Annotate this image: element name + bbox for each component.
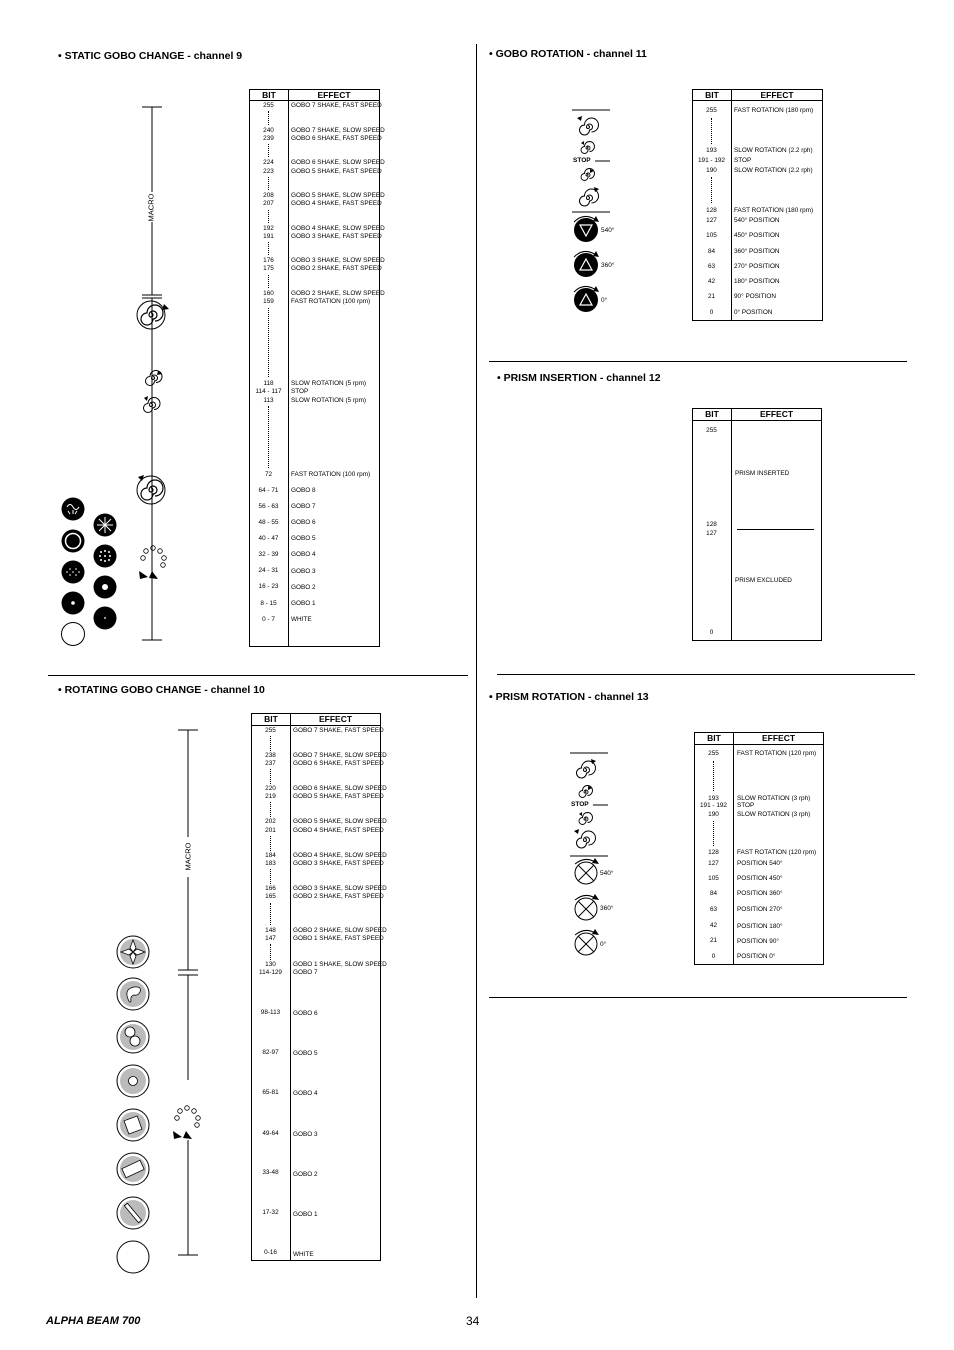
- ch13-deg360-label: 360°: [600, 905, 614, 912]
- table-row-effect: GOBO 2: [293, 1171, 318, 1178]
- table-row-bit: 219: [265, 793, 276, 800]
- table-row-bit: 84: [709, 890, 718, 897]
- gobo-2-icon: [61, 591, 85, 615]
- ch10-title: • ROTATING GOBO CHANGE - channel 10: [58, 684, 265, 696]
- table-row-effect: STOP: [737, 802, 755, 809]
- table-row-effect: GOBO 3 SHAKE, SLOW SPEED: [291, 257, 385, 264]
- table-row-bit: 224: [263, 159, 274, 166]
- table-row-bit: 127: [706, 217, 717, 224]
- table-row-effect: GOBO 6 SHAKE, SLOW SPEED: [291, 159, 385, 166]
- table-row-bit: 72: [264, 471, 273, 478]
- table-row-bit: 42: [707, 278, 716, 285]
- table-row-effect: GOBO 4: [293, 1090, 318, 1097]
- table-row-bit: 64 - 71: [258, 487, 279, 494]
- ch12-col-bit: BIT: [705, 409, 719, 419]
- ch11-col-separator: [731, 90, 732, 320]
- ch10-table-header: [252, 714, 380, 726]
- table-row-effect: GOBO 1: [293, 1211, 318, 1218]
- table-row-bit: 56 - 63: [258, 503, 279, 510]
- divider-left-mid: [48, 675, 468, 676]
- table-row-bit: 65-81: [262, 1089, 279, 1096]
- divider-right-1: [489, 361, 907, 362]
- table-row-bit: 239: [263, 135, 274, 142]
- table-row-bit: 255: [708, 750, 719, 757]
- range-dots: [270, 802, 271, 817]
- range-dots: [268, 111, 269, 125]
- table-row-bit: 98-113: [260, 1009, 281, 1016]
- table-row-effect: STOP: [291, 388, 309, 395]
- table-row-effect: GOBO 3: [291, 568, 316, 575]
- ch13-col-effect: EFFECT: [761, 733, 796, 743]
- ch12-table-header: [693, 409, 821, 421]
- table-row-bit: 238: [265, 752, 276, 759]
- table-row-effect: GOBO 7 SHAKE, FAST SPEED: [291, 102, 382, 109]
- spiral-slow-icon: [580, 141, 594, 155]
- prism-540-icon: [572, 858, 600, 886]
- ch12-col-separator: [731, 409, 732, 640]
- position-360-icon: [572, 251, 600, 279]
- table-row-effect: GOBO 3 SHAKE, FAST SPEED: [293, 860, 384, 867]
- table-row-effect: POSITION 0°: [737, 953, 776, 960]
- ch12-col-effect: EFFECT: [759, 409, 794, 419]
- table-row-effect: 180° POSITION: [734, 278, 780, 285]
- spiral-slow-reverse-icon: [580, 168, 594, 182]
- position-540-icon: [572, 216, 600, 244]
- ch9-col-separator: [288, 90, 289, 646]
- table-row-bit: 63: [707, 263, 716, 270]
- spiral-fast-reverse-icon: [136, 475, 166, 505]
- table-row-effect: PRISM INSERTED: [735, 470, 790, 477]
- table-row-effect: GOBO 5 SHAKE, FAST SPEED: [291, 168, 382, 175]
- table-row-effect: POSITION 360°: [737, 890, 783, 897]
- table-row-effect: GOBO 4 SHAKE, SLOW SPEED: [291, 225, 385, 232]
- table-row-effect: 540° POSITION: [734, 217, 780, 224]
- gobo-3-icon: [93, 575, 117, 599]
- table-row-bit: 128: [708, 849, 719, 856]
- table-row-effect: WHITE: [293, 1251, 314, 1258]
- table-row-bit: 82-97: [262, 1049, 279, 1056]
- table-row-effect: PRISM EXCLUDED: [735, 577, 792, 584]
- table-row-bit: 16 - 23: [258, 583, 279, 590]
- gobo-4-icon: [61, 560, 85, 584]
- rotating-gobo-3-icon: [116, 1108, 150, 1142]
- table-row-bit: 0: [709, 629, 714, 636]
- spiral-fast-reverse-icon: [576, 186, 600, 210]
- table-row-bit: 32 - 39: [258, 551, 279, 558]
- table-row-effect: GOBO 4 SHAKE, SLOW SPEED: [293, 852, 387, 859]
- ch13-col-bit: BIT: [707, 733, 721, 743]
- table-row-bit: 48 - 55: [258, 519, 279, 526]
- table-row-bit: 193: [706, 147, 717, 154]
- table-row-bit: 255: [706, 427, 717, 434]
- table-row-bit: 24 - 31: [258, 567, 279, 574]
- table-row-bit: 190: [706, 167, 717, 174]
- table-row-effect: POSITION 450°: [737, 875, 783, 882]
- gobo-5-icon: [93, 544, 117, 568]
- rotating-gobo-7-icon: [116, 935, 150, 969]
- table-row-effect: GOBO 6: [293, 1010, 318, 1017]
- ch11-col-effect: EFFECT: [760, 90, 794, 100]
- table-row-bit: 183: [265, 860, 276, 867]
- range-dots: [268, 242, 269, 255]
- range-dots: [270, 944, 271, 960]
- table-row-bit: 237: [265, 760, 276, 767]
- rotating-gobo-5-icon: [116, 1020, 150, 1054]
- table-row-effect: GOBO 2 SHAKE, SLOW SPEED: [291, 290, 385, 297]
- table-row-bit: 160: [263, 290, 274, 297]
- ch13-title: • PRISM ROTATION - channel 13: [489, 691, 649, 703]
- table-row-bit: 175: [263, 265, 274, 272]
- table-row-effect: GOBO 7 SHAKE, SLOW SPEED: [291, 127, 385, 134]
- ch11-table-header: [693, 90, 822, 101]
- spiral-slow-reverse-icon: [142, 396, 160, 414]
- table-row-effect: GOBO 2 SHAKE, SLOW SPEED: [293, 927, 387, 934]
- gobo-wheel-icon: [170, 1105, 204, 1141]
- table-row-effect: POSITION 180°: [737, 923, 783, 930]
- table-row-bit: 49-64: [262, 1130, 279, 1137]
- ch13-deg540-label: 540°: [600, 870, 614, 877]
- table-row-bit: 40 - 47: [258, 535, 279, 542]
- table-row-effect: GOBO 7 SHAKE, SLOW SPEED: [293, 752, 387, 759]
- table-row-effect: GOBO 5 SHAKE, SLOW SPEED: [293, 818, 387, 825]
- range-dots: [713, 821, 714, 846]
- table-row-effect: GOBO 4 SHAKE, FAST SPEED: [293, 827, 384, 834]
- table-row-bit: 84: [707, 248, 716, 255]
- table-row-bit: 42: [709, 922, 718, 929]
- ch11-stop-label: STOP: [573, 157, 591, 164]
- table-row-effect: GOBO 4 SHAKE, FAST SPEED: [291, 200, 382, 207]
- prism-0-icon: [572, 929, 600, 957]
- ch11-deg360-label: 360°: [601, 262, 615, 269]
- prism-360-icon: [572, 894, 600, 922]
- table-row-effect: GOBO 3 SHAKE, SLOW SPEED: [293, 885, 387, 892]
- ch10-macro-label: MACRO: [183, 842, 193, 871]
- table-row-effect: GOBO 6 SHAKE, FAST SPEED: [293, 760, 384, 767]
- center-divider: [476, 44, 477, 1298]
- table-row-effect: 360° POSITION: [734, 248, 780, 255]
- ch10-col-effect: EFFECT: [318, 714, 353, 724]
- table-row-bit: 165: [265, 893, 276, 900]
- table-row-bit: 148: [265, 927, 276, 934]
- divider-right-2: [497, 674, 915, 675]
- table-row-effect: POSITION 90°: [737, 938, 779, 945]
- table-row-effect: GOBO 3 SHAKE, FAST SPEED: [291, 233, 382, 240]
- table-row-effect: GOBO 5 SHAKE, SLOW SPEED: [291, 192, 385, 199]
- range-dots: [268, 308, 269, 377]
- ch9-col-effect: EFFECT: [317, 90, 351, 100]
- page-number: 34: [466, 1314, 480, 1328]
- ch11-deg0-label: 0°: [601, 297, 608, 304]
- table-row-effect: GOBO 1: [291, 600, 316, 607]
- table-row-bit: 176: [263, 257, 274, 264]
- range-dots: [268, 144, 269, 157]
- table-row-bit: 190: [708, 811, 719, 818]
- table-row-bit: 201: [265, 827, 276, 834]
- gobo-wheel-icon: [136, 545, 170, 581]
- table-row-effect: 450° POSITION: [734, 232, 780, 239]
- table-row-bit: 21: [707, 293, 716, 300]
- table-row-effect: GOBO 7 SHAKE, FAST SPEED: [293, 727, 384, 734]
- position-0-icon: [572, 286, 600, 314]
- table-row-bit: 191: [263, 233, 274, 240]
- spiral-slow-icon: [578, 785, 592, 799]
- table-row-bit: 255: [706, 107, 717, 114]
- spiral-slow-icon: [144, 369, 162, 387]
- table-row-effect: GOBO 1 SHAKE, SLOW SPEED: [293, 961, 387, 968]
- table-row-bit: 8 - 15: [260, 600, 277, 607]
- gobo-7-icon: [93, 513, 117, 537]
- ch13-deg0-label: 0°: [600, 941, 607, 948]
- table-row-effect: GOBO 5: [293, 1050, 318, 1057]
- prism-threshold-line: [737, 529, 814, 530]
- table-row-bit: 105: [706, 232, 717, 239]
- table-row-bit: 0: [711, 953, 716, 960]
- ch13-stop-label: STOP: [571, 801, 589, 808]
- rotating-gobo-2-icon: [116, 1152, 150, 1186]
- table-row-effect: SLOW ROTATION (2.2 rph): [734, 147, 813, 154]
- table-row-effect: 90° POSITION: [734, 293, 776, 300]
- ch9-macro-label: MACRO: [146, 193, 156, 222]
- table-row-bit: 0: [709, 309, 714, 316]
- table-row-bit: 130: [265, 961, 276, 968]
- white-gobo-icon: [61, 622, 85, 646]
- range-dots: [268, 177, 269, 190]
- range-dots: [268, 275, 269, 288]
- table-row-bit: 17-32: [262, 1209, 279, 1216]
- table-row-bit: 114 - 117: [255, 388, 282, 395]
- table-row-effect: SLOW ROTATION (2.2 rph): [734, 167, 813, 174]
- table-row-effect: FAST ROTATION (180 rpm): [734, 207, 814, 214]
- range-dots: [268, 406, 269, 468]
- ch9-table-header: [250, 90, 379, 101]
- range-dots: [270, 836, 271, 851]
- table-row-effect: SLOW ROTATION (3 rph): [737, 795, 811, 802]
- table-row-effect: FAST ROTATION (120 rpm): [737, 750, 817, 757]
- table-row-effect: GOBO 4: [291, 551, 316, 558]
- table-row-effect: GOBO 3: [293, 1131, 318, 1138]
- table-row-bit: 207: [263, 200, 274, 207]
- spiral-fast-icon: [573, 758, 597, 782]
- spiral-fast-reverse-icon: [573, 828, 597, 852]
- table-row-effect: GOBO 5 SHAKE, FAST SPEED: [293, 793, 384, 800]
- table-row-bit: 191 - 192: [699, 802, 727, 809]
- table-row-bit: 166: [265, 885, 276, 892]
- gobo-8-icon: [61, 497, 85, 521]
- table-row-effect: 270° POSITION: [734, 263, 780, 270]
- table-row-bit: 184: [265, 852, 276, 859]
- table-row-bit: 0 - 7: [262, 616, 275, 623]
- table-row-bit: 127: [708, 860, 719, 867]
- table-row-bit: 33-48: [262, 1169, 279, 1176]
- table-row-bit: 0-16: [264, 1249, 277, 1256]
- table-row-bit: 220: [265, 785, 276, 792]
- table-row-effect: FAST ROTATION (120 rpm): [737, 849, 817, 856]
- table-row-effect: SLOW ROTATION (3 rph): [737, 811, 811, 818]
- ch11-col-bit: BIT: [705, 90, 719, 100]
- table-row-bit: 113: [263, 397, 274, 404]
- table-row-bit: 208: [263, 192, 274, 199]
- spiral-fast-icon: [136, 300, 166, 330]
- table-row-effect: POSITION 540°: [737, 860, 783, 867]
- table-row-effect: WHITE: [291, 616, 312, 623]
- table-row-effect: GOBO 6 SHAKE, FAST SPEED: [291, 135, 382, 142]
- ch9-title: • STATIC GOBO CHANGE - channel 9: [58, 50, 243, 62]
- table-row-effect: GOBO 6 SHAKE, SLOW SPEED: [293, 785, 387, 792]
- ch10-col-bit: BIT: [264, 714, 278, 724]
- table-row-bit: 223: [263, 168, 274, 175]
- gobo-6-icon: [61, 529, 85, 553]
- ch10-col-separator: [290, 714, 291, 1260]
- spiral-fast-icon: [576, 115, 600, 139]
- range-dots: [270, 869, 271, 884]
- table-row-effect: GOBO 1 SHAKE, FAST SPEED: [293, 935, 384, 942]
- table-row-bit: 118: [263, 380, 274, 387]
- ch10-macro-diagram: [170, 725, 210, 1265]
- table-row-bit: 191 - 192: [697, 157, 725, 164]
- range-dots: [270, 769, 271, 784]
- ch13-col-separator: [733, 733, 734, 964]
- table-row-effect: GOBO 8: [291, 487, 316, 494]
- range-dots: [711, 177, 712, 203]
- table-row-effect: FAST ROTATION (100 rpm): [291, 298, 371, 305]
- table-row-effect: POSITION 270°: [737, 906, 783, 913]
- table-row-effect: GOBO 2 SHAKE, FAST SPEED: [293, 893, 384, 900]
- range-dots: [270, 903, 271, 925]
- table-row-effect: GOBO 6: [291, 519, 316, 526]
- table-row-bit: 147: [265, 935, 276, 942]
- rotating-gobo-6-icon: [116, 977, 150, 1011]
- gobo-1-icon: [93, 606, 117, 630]
- divider-right-3: [489, 997, 907, 998]
- table-row-effect: GOBO 2: [291, 584, 316, 591]
- table-row-effect: GOBO 2 SHAKE, FAST SPEED: [291, 265, 382, 272]
- ch13-table-header: [695, 733, 823, 745]
- table-row-effect: FAST ROTATION (180 rpm): [734, 107, 814, 114]
- footer-product-name: ALPHA BEAM 700: [46, 1315, 141, 1327]
- ch12-title: • PRISM INSERTION - channel 12: [497, 372, 661, 384]
- table-row-bit: 193: [708, 795, 719, 802]
- table-row-bit: 202: [265, 818, 276, 825]
- range-dots: [268, 210, 269, 223]
- table-row-bit: 255: [265, 727, 276, 734]
- table-row-bit: 21: [709, 937, 718, 944]
- table-row-effect: SLOW ROTATION (5 rpm): [291, 397, 367, 404]
- range-dots: [713, 761, 714, 791]
- table-row-bit: 128: [706, 207, 717, 214]
- table-row-bit: 114-129: [259, 969, 282, 976]
- ch9-col-bit: BIT: [262, 90, 276, 100]
- ch11-title: • GOBO ROTATION - channel 11: [489, 48, 647, 60]
- table-row-bit: 63: [709, 906, 718, 913]
- table-row-effect: GOBO 7: [293, 969, 318, 976]
- rotating-gobo-4-icon: [116, 1064, 150, 1098]
- white-gobo-icon: [116, 1240, 150, 1274]
- table-row-bit: 127: [706, 530, 717, 537]
- table-row-effect: 0° POSITION: [734, 309, 773, 316]
- table-row-bit: 105: [708, 875, 719, 882]
- table-row-bit: 159: [263, 298, 274, 305]
- table-row-effect: GOBO 7: [291, 503, 316, 510]
- table-row-bit: 192: [263, 225, 274, 232]
- table-row-bit: 128: [706, 521, 717, 528]
- table-row-bit: 240: [263, 127, 274, 134]
- range-dots: [270, 736, 271, 751]
- ch11-deg540-label: 540°: [601, 227, 615, 234]
- rotating-gobo-1-icon: [116, 1196, 150, 1230]
- spiral-slow-reverse-icon: [578, 812, 592, 826]
- range-dots: [711, 118, 712, 144]
- table-row-effect: FAST ROTATION (100 rpm): [291, 471, 371, 478]
- table-row-effect: SLOW ROTATION (5 rpm): [291, 380, 367, 387]
- table-row-bit: 255: [263, 102, 274, 109]
- table-row-effect: STOP: [734, 157, 752, 164]
- table-row-effect: GOBO 5: [291, 535, 316, 542]
